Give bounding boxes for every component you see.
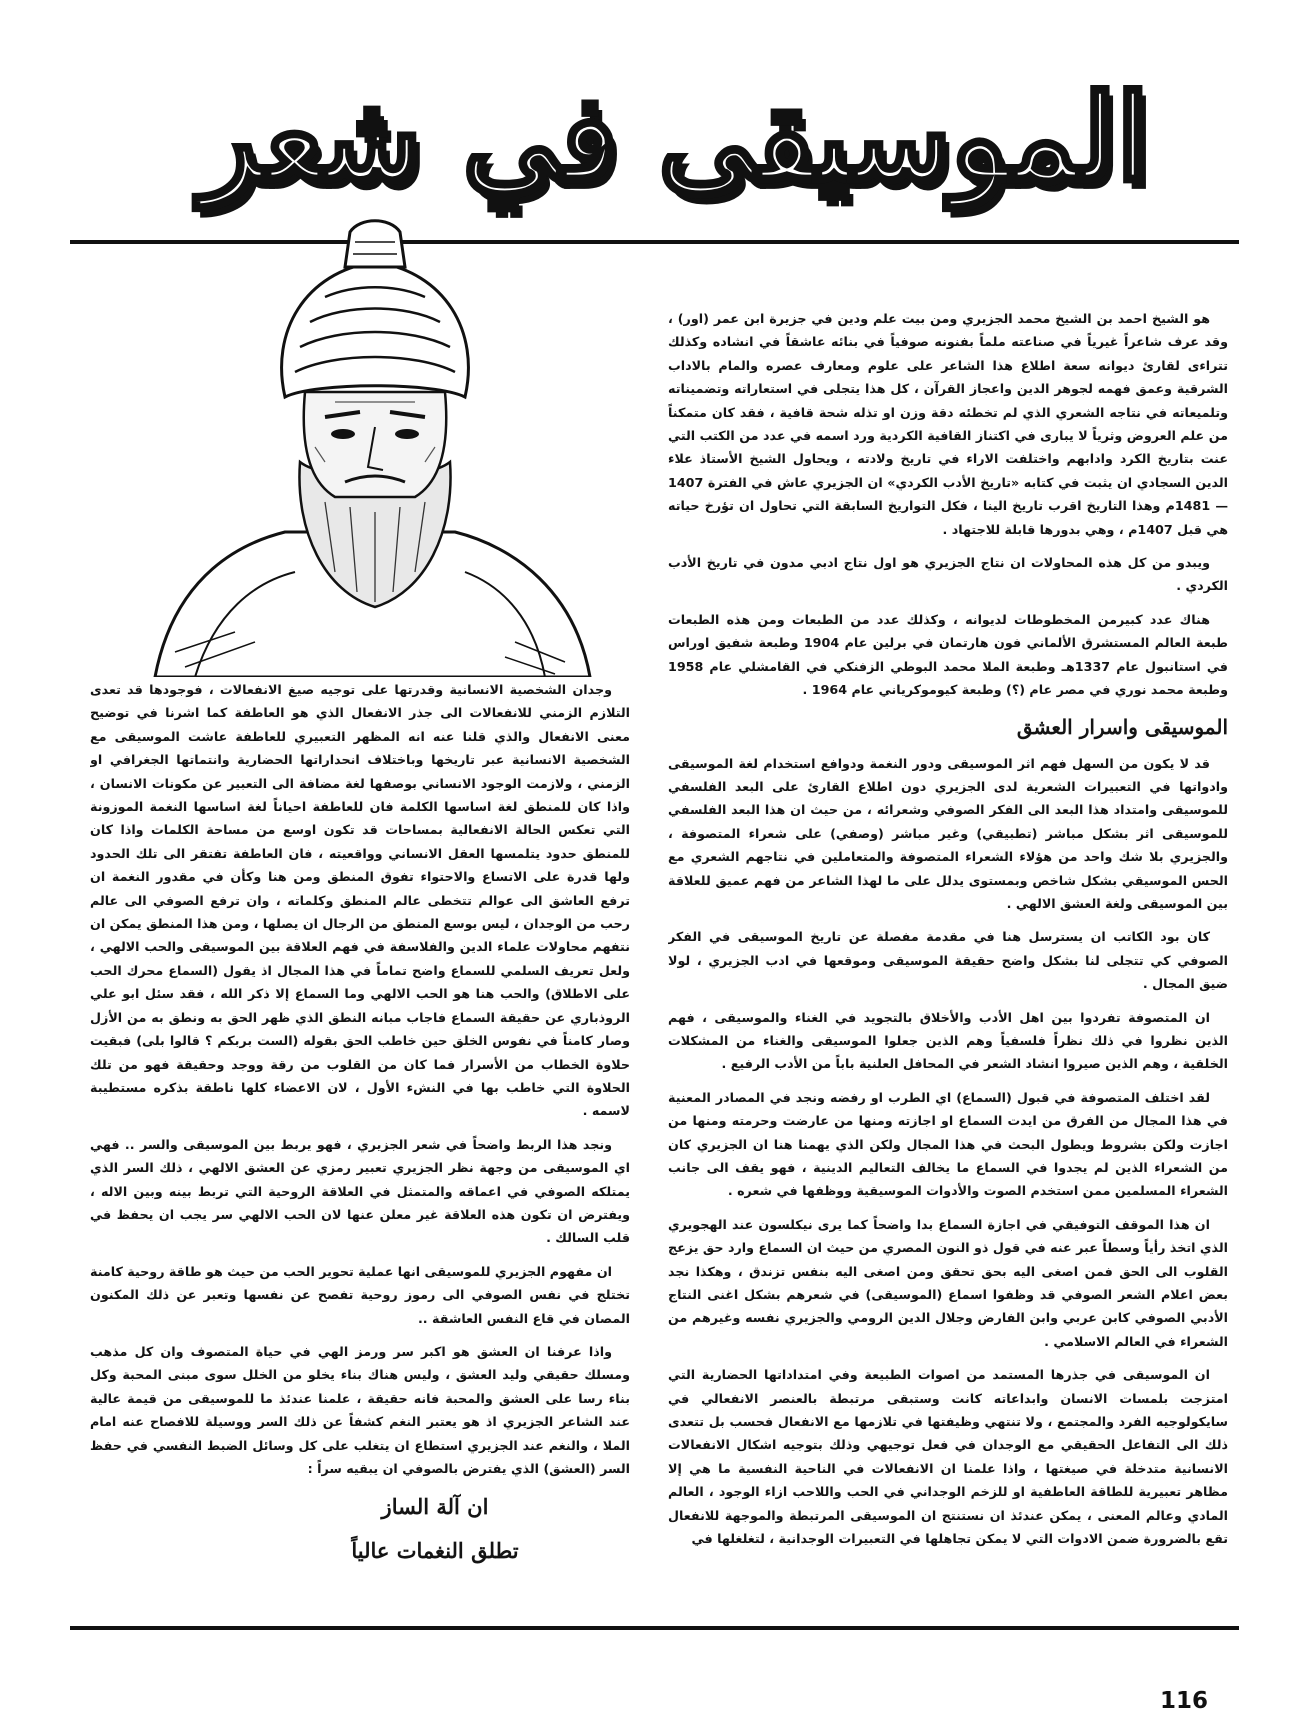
section-heading: الموسيقى واسرار العشق [1016,714,1228,739]
page-number: 116 [1160,1688,1209,1714]
poem-quote-line-2: تطلق النغمات عالياً [351,1538,519,1564]
article-paragraph: قد لا يكون من السهل فهم اثر الموسيقى ودور النغمة ودوافع استخدام لغة الموسيقى وادواتها في التعبيرات الشعرية لدى الجزيري دون اطلاع القارئ على البعد الفلسفي للموسيقى وامتداد هذا البعد الى الفكر الصوفي وشعرائه ، من حيث ان هذا البعد الفلسفي للموسيقى اثر بشكل مباشر (تطبيقي) وغير مباشر (وصفي) على شعراء المتصوفة ، والجزيري بلا شك واحد من هؤلاء الشعراء المتصوفة والمتعاملين في نتاجهم الشعري مع الحس الموسيقي بشكل شاخص وبمستوى يدلل على ما لهذا الشاعر من فهم عميق للعلاقة بين الموسيقى ولغة العشق الالهي . [668,755,1228,911]
portrait-sketch [135,212,605,677]
article-paragraph: واذا عرفنا ان العشق هو اكبر سر ورمز الهي في حياة المتصوف وان كل مذهب ومسلك حقيقي وليد العشق ، وليس هناك بناء يخلو من الخلل سوى مبنى المحبة وكل بناء رسا على العشق والمحبة فانه حقيقة ، علمنا عندئذ ما للموسيقى من قيمة عالية عند الشاعر الجزيري اذ هو يعتبر النغم كشفاً عن ذلك السر ووسيلة للافصاح عنه امام الملا ، والنغم عند الجزيري استطاع ان يتغلب على كل وسائل الضبط النفسي في حفظ السر (العشق) الذي يفترض بالصوفي ان يبقيه سراً : [90,1343,630,1476]
article-paragraph: ان هذا الموقف التوفيقي في اجازة السماع بدا واضحاً كما يرى نيكلسون عند الهجويري الذي اتخذ رأياً وسطاً عبر عنه في قول ذو النون المصري من حيث ان السماع وارد حق يزعج القلوب الى الحق فمن اصغى اليه بحق تحقق ومن اصغى اليه بنفس تزندق ، وهكذا نجد بعض اعلام الشعر الصوفي قد وظفوا اسماع (الموسيقى) في شعرهم بشكل اغنى النتاج الأدبي الصوفي كابن عربي وابن الفارض وجلال الدين الرومي والجزيري نفسه وغيرهم من الشعراء في العالم الاسلامي . [668,1216,1228,1349]
article-paragraph: ان الموسيقى في جذرها المستمد من اصوات الطبيعة وفي امتداداتها الحضارية التي امتزجت بلمسات الانسان وابداعاته كانت وستبقى مرتبطة بالعنصر الانفعالي في سايكولوجيه الفرد والمجتمع ، ولا تنتهي وظيفتها في تلازمها مع الانفعال فحسب بل تتعدى ذلك الى التفاعل الحقيقي مع الوجدان في فعل توجيهي وذلك بتوجيه اشكال الانفعالات الانسانية متدخلة في صيغتها ، واذا علمنا ان الانفعالات في الناحية النفسية ما هي إلا مظاهر تعبيرية للطاقة العاطفية او للزخم الوجداني في الحب واللاحب ازاء الوجود ، العالم المادي وعالم المعنى ، يمكن عندئذ ان نستنتج ان الموسيقى المرتبطة والموجهة للانفعال تقع بالضرورة ضمن الادوات التي لا يمكن تجاهلها في التعبيرات الوجدانية ، لتغلغلها في [668,1367,1228,1547]
poem-quote-line-1: ان آلة الساز [381,1494,489,1520]
article-paragraph: ان مفهوم الجزيري للموسيقى انها عملية تحوير الحب من حيث هو طاقة روحية كامنة تختلج في نفس الصوفي الى رموز روحية تفصح عن نفسها وتعبر عن ذلك المكنون المصان في قاع النفس العاشقة .. [90,1263,630,1326]
page-title: الموسيقى في شعر [200,68,1150,207]
left-article-column [90,678,630,1613]
article-paragraph: ان المتصوفة تفردوا بين اهل الأدب والأخلاق بالتجويد في الغناء والموسيقى ، فهم الذين نظروا في ذلك نظراً فلسفياً وهم الذين جعلوا الموسيقى والغناء من المشكلات الخلقية ، وهم الذين صيروا انشاد الشعر في المحافل العلنية باباً من الأدب الرفيع . [668,1009,1228,1072]
article-paragraph: ويبدو من كل هذه المحاولات ان نتاج الجزيري هو اول نتاج ادبي مدون في تاريخ الأدب الكردي . [668,555,1228,594]
article-paragraph: كان بود الكاتب ان يسترسل هنا في مقدمة مفصلة عن تاريخ الموسيقى في الفكر الصوفي كي تتجلى لنا بشكل واضح حقيقة الموسيقى وموقعها في ادب الجزيري ، لولا ضيق المجال . [668,929,1228,992]
article-paragraph: لقد اختلف المتصوفة في قبول (السماع) اي الطرب او رفضه ونجد في المصادر المعنية في هذا المجال من الفرق من ايدت السماع او اجازته ومنها من عارضت وحرمته ومنها من اجازت ولكن بشروط ويطول البحث في هذا المجال ولكن الذي يهمنا هنا ان الجزيري كان من الشعراء الذين لم يجدوا في السماع ما يخالف التعاليم الدينية ، فهو يقف الى جانب الشعراء المسلمين ممن استخدم الصوت والأدوات الموسيقية ووظفها في شعره . [668,1089,1228,1199]
right-article-column [668,307,1228,1622]
article-paragraph: هناك عدد كبيرمن المخطوطات لديوانه ، وكذلك عدد من الطبعات ومن هذه الطبعات طبعة العالم المستشرق الألماني فون هارتمان في برلين عام 1904 وطبعة شفيق اوراس في استانبول عام 1337هـ وطبعة الملا محمد البوطي الزفنكي في القامشلي عام 1958 وطبعة محمد نوري في مصر عام (؟) وطبعة كيوموكرياني عام 1964 . [668,611,1228,698]
article-paragraph: وجدان الشخصية الانسانية وقدرتها على توجيه صيغ الانفعالات ، فوجودها قد تعدى التلازم الزمني للانفعالات الى جذر الانفعال الذي هو العاطفة كما اشرنا في توضيح معنى الانفعال والذي قلنا عنه انه المظهر التعبيري للعاطفة عاشت الموسيقى مع الشخصية الانسانية عبر تاريخها وباختلاف انحداراتها الحضارية وانتماتها الجغرافي او الزمني ، ولازمت الوجود الانساني بوصفها لغة مضافة الى التعبير عن مكونات الانسان ، واذا كان للمنطق لغة اساسها الكلمة فان للعاطفة احياناً لغة اساسها النغمة الموزونة التي تعكس الحالة الانفعالية بمساحات قد تكون اوسع من مساحة الكلمات واذا كان للمنطق حدود يتلمسها العقل الانساني وواقعيته ، فان العاطفة تفتقر الى تلك الحدود ولها قدرة على الاتساع والاحتواء تفوق المنطق ومن هنا وكأن في مقدور النغمة ان ترفع العاشق الى عوالم تتخطى عالم المنطق وكلماته ، وان ترفع الصوفي الى عالم رحب من الوجدان ، ليس بوسع المنطق من الرجال ان يصلها ، ومن هذا المنطق يمكن ان نتفهم محاولات علماء الدين والفلاسفة في فهم العلاقة بين الموسيقى والحب الالهي ، ولعل تعريف السلمي للسماع واضح تماماً في هذا المجال اذ يقول (السماع محرك الحب على الاطلاق) والحب هنا هو الحب الالهي وما السماع إلا ذكر الله ، فقد سئل ابو علي الروذباري عن حقيقة السماع فاجاب مبانه النطق الذي ظهر الحق به ونطق به من الأزل وصار كامناً في نفوس الخلق حين خاطب الحق بقوله (الست بربكم ؟ قالوا بلى) فبقيت حلاوة الخطاب من الأسرار فما كان من القلوب من رقة ووجد وحقيقة فهو من تلك الحلاوة التي خاطب بها في النشء الأول ، لان الاعضاء كلها ناطقة بذكره مستطيبة لاسمه . [90,682,630,1119]
article-paragraph: هو الشيخ احمد بن الشيخ محمد الجزيري ومن بيت علم ودين في جزيرة ابن عمر (اور) ، وقد عرف شاعراً غيرياً في صناعته ملماً بفنونه صوفياً في بنائه عاشقاً في انشاده وكذلك تتراءى لقارئ ديوانه سعة اطلاع هذا الشاعر على علوم ومعارف عصره والمام بالاداب الشرقية وعمق فهمه لجوهر الدين واعجاز القرآن ، كل هذا يتجلى في استعاراته وتضميناته وتلميعاته في نتاجه الشعري الذي لم تخطئه دقة وزن او تذله شحة قافية ، فقد كان متمكناً من علم العروض وثرياً لا يبارى في اكتناز القافية الكردية ورد اسمه في عدد من الكتب التي عنت بتاريخ الكرد وادابهم واختلفت الاراء في تاريخ ولادته ، ويحاول الشيخ الأستاذ علاء الدين السجادي ان يثبت في كتابه «تاريخ الأدب الكردي» ان الجزيري عاش في الفترة 1407 — 1481م وهذا التاريخ اقرب تاريخ الينا ، فكل التواريخ السابقة التي تحاول ان تؤرخ حياته هي قبل 1407م ، وهي بدورها قابلة للاجتهاد . [668,311,1228,537]
article-paragraph: ونجد هذا الربط واضحاً في شعر الجزيري ، فهو يربط بين الموسيقى والسر .. فهي اي الموسيقى من وجهة نظر الجزيري تعبير رمزي عن العشق الالهي ، ذلك السر الذي يمتلكه الصوفي في اعماقه والمتمثل في العلاقة الروحية التي تربط بينه وبين الاله ، ويفترض ان تكون هذه العلاقة غير معلن عنها لان الحب الالهي سر يجب ان يحفظ في قلب السالك . [90,1136,630,1246]
portrait-illustration [135,212,605,677]
bottom-divider [70,1626,1239,1630]
